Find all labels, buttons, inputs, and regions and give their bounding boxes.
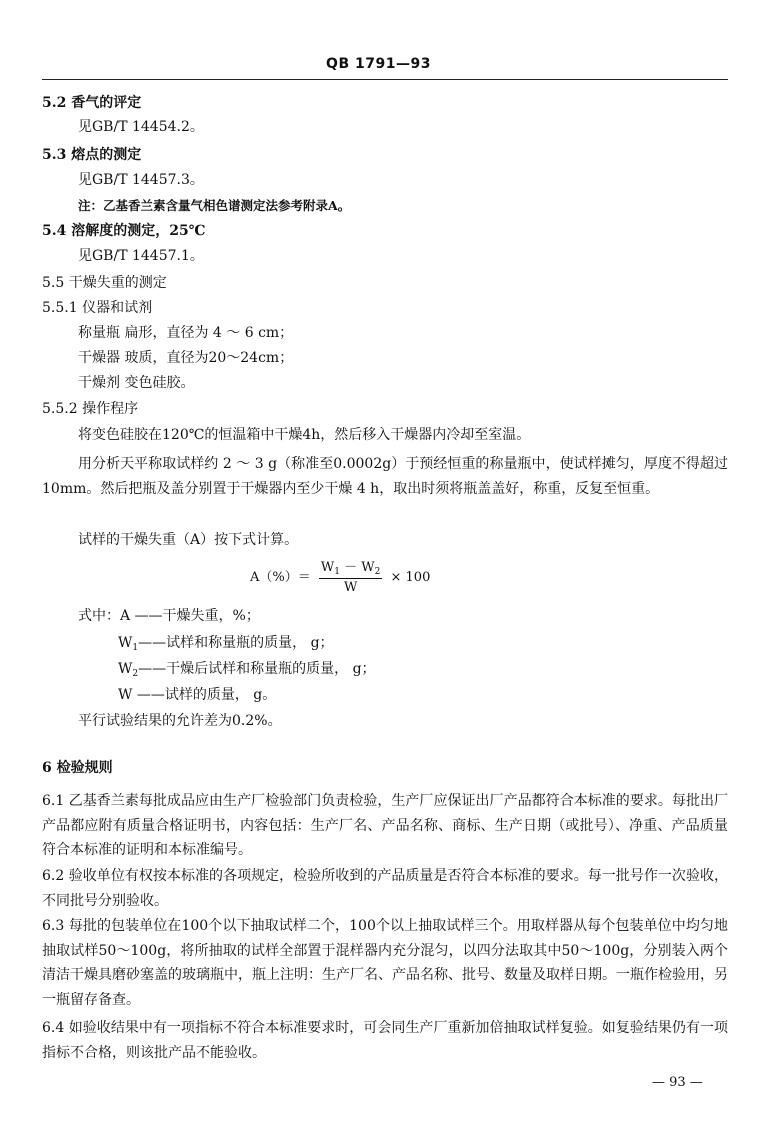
drying-loss-formula xyxy=(250,559,430,596)
section-6-title: 6 检验规则 xyxy=(42,760,113,776)
formula-variable xyxy=(118,633,334,655)
procedure-paragraph-3: 试样的干燥失重（A）按下式计算。 xyxy=(78,532,299,548)
formula-minus: － xyxy=(340,560,362,575)
variable-description: ——试样和称量瓶的质量， g； xyxy=(138,635,334,651)
section-5-2-title: 5.2 香气的评定 xyxy=(42,95,142,111)
variable-description: ——干燥后试样和称量瓶的质量， g； xyxy=(138,661,376,677)
section-6-3-paragraph: 6.3 每批的包装单位在100个以下抽取试样二个，100个以上抽取试样三个。用取样器从每个包装单位中均匀地抽取试样50～100g，将所抽取的试样全部置于混样器内充分混匀，以四分法取其中50～100g，分别装入两个清洁干燥具磨砂塞盖的玻璃瓶中，瓶上注明：生产厂名、产品名称、批号、数量及取样日期。一瓶作检验用，另一瓶留存备查。 xyxy=(42,918,728,1008)
section-5-2-text: 见GB/T 14454.2。 xyxy=(78,119,204,135)
section-5-3-title: 5.3 熔点的测定 xyxy=(42,147,142,163)
procedure-paragraph-2: 用分析天平称取试样约 2 ～ 3 g（称准至0.0002g）于预经恒重的称量瓶中，使试样摊匀，厚度不得超过10mm。然后把瓶及盖分别置于干燥器内至少干燥 4 h，取出时须将瓶盖盖好，称重，反复至恒重。 xyxy=(42,456,728,497)
variable-symbol: W xyxy=(118,687,133,703)
section-6-2-paragraph: 6.2 验收单位有权按本标准的各项规定，检验所收到的产品质量是否符合本标准的要求。每一批号作一次验收，不同批号分别验收。 xyxy=(42,868,728,909)
section-6-4-paragraph: 6.4 如验收结果中有一项指标不符合本标准要求时，可会同生产厂重新加倍抽取试样复验。如复验结果仍有一项指标不合格，则该批产品不能验收。 xyxy=(42,1020,728,1061)
formula-variable xyxy=(118,685,276,705)
variable-subscript: 2 xyxy=(132,669,139,679)
note-text: 注：乙基香兰素含量气相色谱测定法参考附录A。 xyxy=(78,198,351,213)
section-5-5-title: 5.5 干燥失重的测定 xyxy=(42,275,167,291)
section-5-5-1-title: 5.5.1 仪器和试剂 xyxy=(42,300,153,316)
instrument-item: 称量瓶 扁形，直径为 4 ～ 6 cm； xyxy=(78,325,294,341)
variable-description: ——试样的质量， g。 xyxy=(132,687,277,703)
formula-denominator: W xyxy=(343,580,358,595)
variable-symbol: W xyxy=(118,661,133,677)
instrument-item: 干燥器 玻质，直径为20～24cm； xyxy=(78,350,294,366)
formula-rhs: × 100 xyxy=(390,570,431,585)
formula-fraction xyxy=(319,559,382,596)
formula-lhs: A（%）＝ xyxy=(250,570,311,585)
variable-symbol: W xyxy=(118,635,133,651)
header-rule xyxy=(42,79,728,80)
formula-sub1: 1 xyxy=(334,567,340,577)
formula-numerator xyxy=(319,559,382,579)
page-number: — 93 — xyxy=(652,1075,703,1090)
section-6-1-paragraph: 6.1 乙基香兰素每批成品应由生产厂检验部门负责检验，生产厂应保证出厂产品都符合本标准的要求。每批出厂产品都应附有质量合格证明书，内容包括：生产厂名、产品名称、商标、生产日期（或批号）、净重、产品质量符合本标准的证明和本标准编号。 xyxy=(42,793,728,858)
formula-w2: W xyxy=(361,560,375,575)
formula-sub2: 2 xyxy=(374,567,381,577)
formula-w1: W xyxy=(320,560,335,575)
section-5-3-text: 见GB/T 14457.3。 xyxy=(78,172,204,188)
procedure-paragraph-1: 将变色硅胶在120℃的恒温箱中干燥4h，然后移入干燥器内冷却至室温。 xyxy=(78,427,531,443)
formula-variable xyxy=(118,659,376,681)
variable-subscript: 1 xyxy=(132,643,139,653)
tolerance-text: 平行试验结果的允许差为0.2%。 xyxy=(78,713,282,729)
standard-code-header: QB 1791—93 xyxy=(326,56,431,72)
instrument-item: 干燥剂 变色硅胶。 xyxy=(78,375,195,391)
section-5-4-title: 5.4 溶解度的测定，25℃ xyxy=(42,223,206,239)
section-5-4-text: 见GB/T 14457.1。 xyxy=(78,248,204,264)
formula-where: 式中：A ——干燥失重，%； xyxy=(78,608,260,624)
section-5-5-2-title: 5.5.2 操作程序 xyxy=(42,401,139,417)
